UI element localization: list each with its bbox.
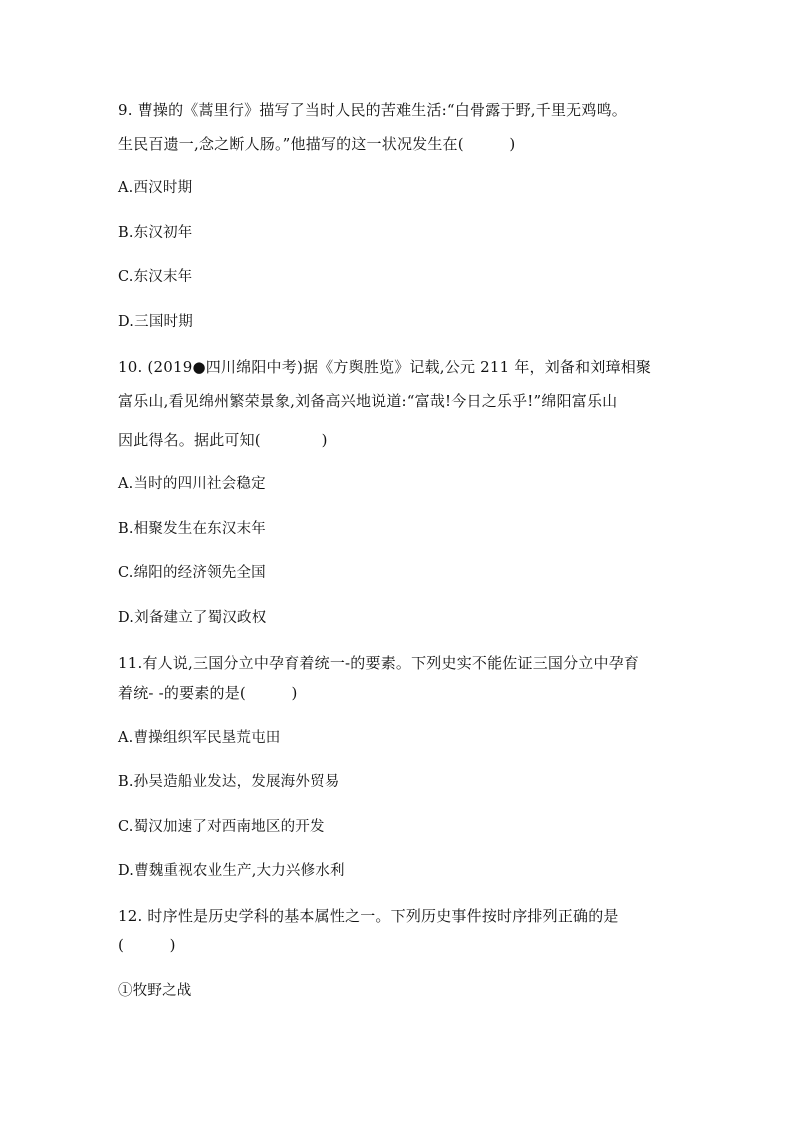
- question-9-option-b: B.东汉初年: [118, 225, 193, 241]
- question-12-item-1: ①牧野之战: [118, 983, 192, 999]
- question-10-line-1: 10. (2019●四川绵阳中考)据《方舆胜览》记载,公元 211 年，刘备和刘璋相聚: [118, 358, 652, 376]
- question-12-line-1: 12. 时序性是历史学科的基本属性之一。下列历史事件按时序排列正确的是: [118, 907, 619, 925]
- question-10-option-b: B.相聚发生在东汉末年: [118, 521, 266, 537]
- question-9-option-d: D.三国时期: [118, 314, 193, 330]
- question-10-option-d: D.刘备建立了蜀汉政权: [118, 610, 267, 626]
- question-10-line-3: 因此得名。据此可知( ): [118, 431, 328, 449]
- question-11-option-d: D.曹魏重视农业生产,大力兴修水利: [118, 863, 345, 879]
- question-9-option-c: C.东汉末年: [118, 269, 193, 285]
- question-11-option-b: B.孙吴造船业发达，发展海外贸易: [118, 774, 340, 790]
- question-10-line-2: 富乐山,看见绵州繁荣景象,刘备高兴地说道:“富哉!今日之乐乎!”绵阳富乐山: [118, 392, 618, 410]
- question-12-line-2: ( ): [118, 936, 176, 954]
- question-11-option-a: A.曹操组织军民垦荒屯田: [118, 730, 281, 746]
- question-10-option-c: C.绵阳的经济领先全国: [118, 565, 266, 581]
- question-11-line-1: 11.有人说,三国分立中孕育着统一-的要素。下列史实不能佐证三国分立中孕育: [118, 654, 640, 672]
- question-9-option-a: A.西汉时期: [118, 180, 193, 196]
- question-10-option-a: A.当时的四川社会稳定: [118, 476, 266, 492]
- question-11-line-2: 着统- -的要素的是( ): [118, 684, 298, 702]
- question-9-line-1: 9. 曹操的《蒿里行》描写了当时人民的苦难生活:“白骨露于野,千里无鸡鸣。: [118, 101, 627, 119]
- question-11-option-c: C.蜀汉加速了对西南地区的开发: [118, 819, 325, 835]
- question-9-line-2: 生民百遗一,念之断人肠。”他描写的这一状况发生在( ): [118, 135, 516, 153]
